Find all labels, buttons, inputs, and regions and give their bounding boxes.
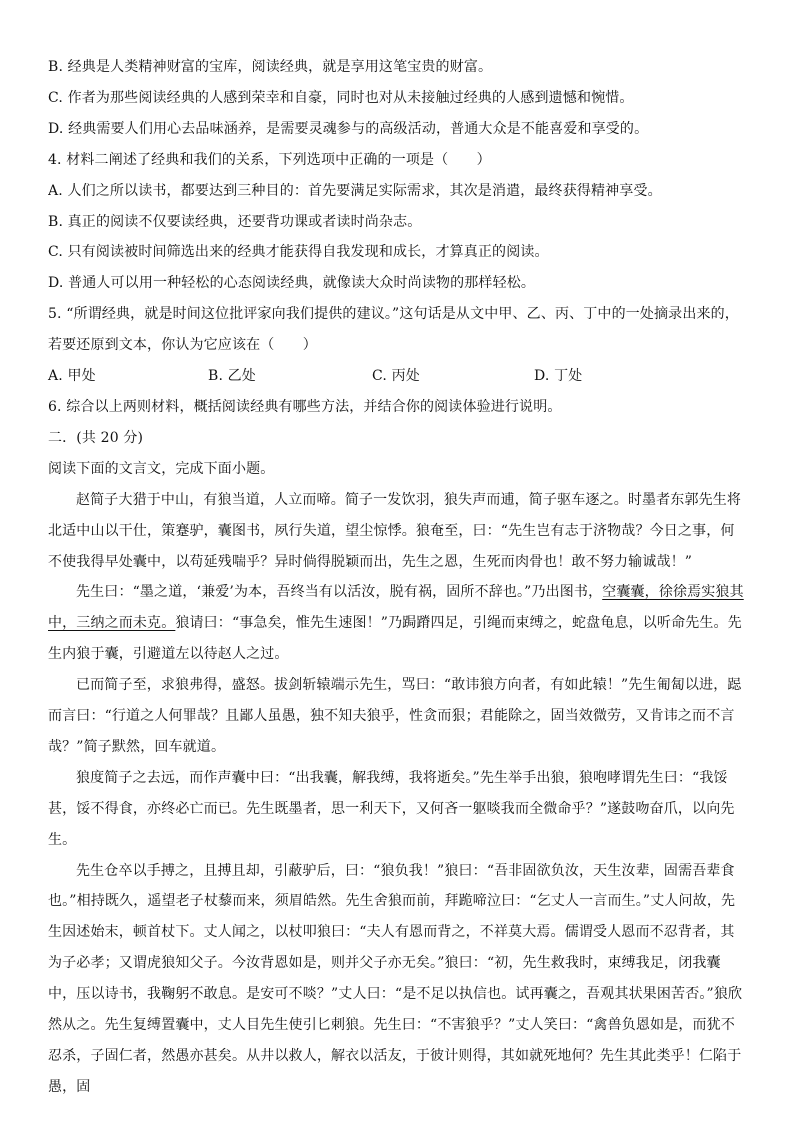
- q5-stem-line1: 5. “所谓经典，就是时间这位批评家向我们提供的建议。”这句话是从文中甲、乙、丙、丁中的一处摘录出来的，: [48, 306, 739, 323]
- passage-p2-text-after: 狼请曰：“事急矣，惟先生速图！”乃跼蹐四足，引绳而束缚之，蛇盘龟息，以听命先生。先生内狼于囊，引避道左以待赵人之过。: [48, 615, 742, 663]
- passage-paragraph-3: 已而简子至，求狼弗得，盛怒。拔剑斩辕端示先生，骂曰：“敢讳狼方向者，有如此辕！”先生匍匐以进，跽而言曰：“行道之人何罪哉？且鄙人虽愚，独不知夫狼乎，性贪而狠；君能除之，固当效微劳，又肯讳之而不言哉？”简子默然，回车就道。: [48, 677, 742, 755]
- q3-option-b: B. 经典是人类精神财富的宝库，阅读经典，就是享用这笔宝贵的财富。: [48, 59, 493, 75]
- passage-paragraph-1: 赵简子大猎于中山，有狼当道，人立而啼。简子一发饮羽，狼失声而逋，简子驱车逐之。时墨者东郭先生将北适中山以干仕，策蹇驴，囊图书，夙行失道，望尘惊悸。狼奄至，曰：“先生岂有志于济物哉？今日之事，何不使我得早处囊中，以苟延残喘乎？异时倘得脱颖而出，先生之恩，生死而肉骨也！敢不努力输诚哉！”: [48, 491, 742, 570]
- q4-stem: 4. 材料二阐述了经典和我们的关系，下列选项中正确的一项是（ ）: [48, 151, 491, 168]
- q4-option-a: A. 人们之所以读书，都要达到三种目的：首先要满足实际需求，其次是消遣，最终获得精神享受。: [48, 182, 662, 199]
- q5-option-d: D. 丁处: [534, 368, 583, 385]
- q4-option-d: D. 普通人可以用一种轻松的心态阅读经典，就像读大众时尚读物的那样轻松。: [48, 275, 536, 292]
- q5-option-a: A. 甲处: [48, 368, 96, 385]
- q4-option-c: C. 只有阅读被时间筛选出来的经典才能获得自我发现和成长，才算真正的阅读。: [48, 244, 549, 261]
- passage-paragraph-4: 狼度简子之去远，而作声囊中曰：“出我囊，解我缚，我将逝矣。”先生举手出狼，狼咆哮谓先生曰：“我馁甚，馁不得食，亦终必亡而已。先生既墨者，思一利天下，又何吝一躯啖我而全微命乎？”遂鼓吻奋爪，以向先生。: [48, 769, 735, 848]
- section-heading: 二．(共 20 分): [48, 429, 144, 446]
- q5-stem-line2: 若要还原到文本，你认为它应该在（ ）: [48, 337, 317, 354]
- q6-stem: 6. 综合以上两则材料，概括阅读经典有哪些方法，并结合你的阅读体验进行说明。: [48, 398, 562, 415]
- passage-p2-text-before: 先生曰：“墨之道，‘兼爱’为本，吾终当有以活汝，脱有祸，固所不辞也。”乃出图书，: [76, 584, 603, 601]
- q3-option-d: D. 经典需要人们用心去品味涵养，是需要灵魂参与的高级活动，普通大众是不能喜爱和享受的。: [48, 120, 649, 137]
- q5-options: [48, 361, 748, 392]
- q5-option-b: B. 乙处: [208, 368, 256, 385]
- document-page: [48, 52, 748, 1103]
- underlined-sentence: 空囊囊，徐徐焉实狼其中，三纳之而未克。: [48, 584, 744, 632]
- q4-option-b: B. 真正的阅读不仅要读经典，还要背功课或者读时尚杂志。: [48, 213, 422, 230]
- passage-paragraph-2: [48, 577, 748, 670]
- q3-option-c: C. 作者为那些阅读经典的人感到荣幸和自豪，同时也对从未接触过经典的人感到遗憾和惋惜。: [48, 89, 634, 106]
- q5-option-c: C. 丙处: [372, 368, 420, 385]
- passage-paragraph-5: 先生仓卒以手搏之，且搏且却，引蔽驴后，曰：“狼负我！”狼曰：“吾非固欲负汝，天生汝辈，固需吾辈食也。”相持既久，遥望老子杖藜而来，须眉皓然。先生舍狼而前，拜跪啼泣曰：“乞丈人一言而生。”丈人问故，先生因述始末，顿首杖下。丈人闻之，以杖叩狼曰：“夫人有恩而背之，不祥莫大焉。儒谓受人恩而不忍背者，其为子必孝；又谓虎狼知父子。今汝背恩如是，则并父子亦无矣。”狼曰：“初，先生救我时，束缚我足，闭我囊中，压以诗书，我鞠躬不敢息。是安可不啖？”丈人曰：“是不足以执信也。试再囊之，吾观其状果困苦否。”狼欣然从之。先生复缚置囊中，丈人目先生使引匕刺狼。先生曰：“不害狼乎？”丈人笑曰：“禽兽负恩如是，而犹不忍杀，子固仁者，然愚亦甚矣。从井以救人，解衣以活友，于彼计则得，其如就死地何？先生其此类乎！仁陷于愚，固: [48, 862, 743, 1095]
- section-instruction: 阅读下面的文言文，完成下面小题。: [48, 460, 275, 477]
